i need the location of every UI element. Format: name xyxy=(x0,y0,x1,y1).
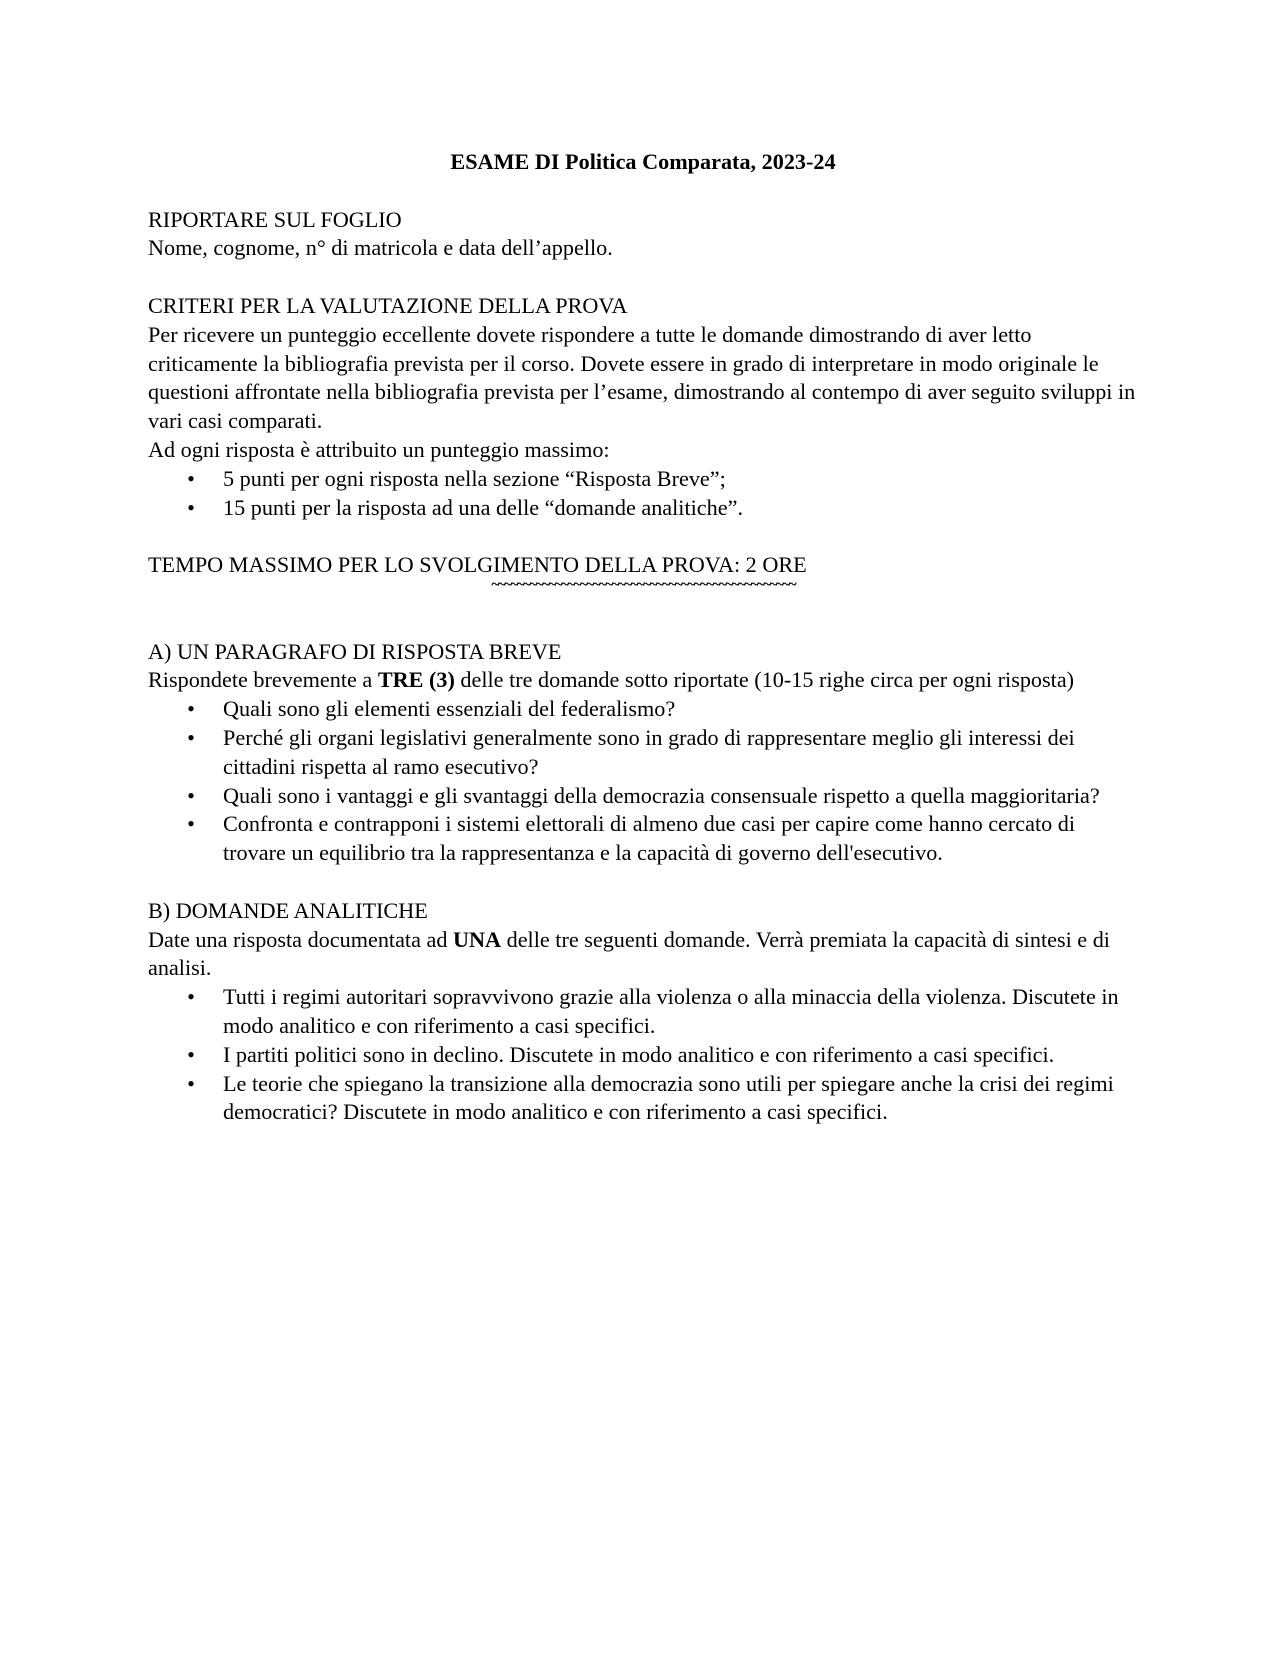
separator-text: ~~~~~~~~~~~~~~~~~~~~~~~~~~~~~~~~~~~~~~~~~~~~~~~~ xyxy=(491,575,795,593)
bullet-icon: • xyxy=(187,724,195,750)
foglio-text: Nome, cognome, n° di matricola e data dell’appello. xyxy=(148,235,613,261)
list-item-text: Confronta e contrapponi i sistemi elettorali di almeno due casi per capire come hanno cercato di trovare un equilibrio tra la rappresentanza e la capacità di governo dell'esecutivo. xyxy=(223,811,1076,866)
list-item xyxy=(148,983,1138,1041)
criteri-text: Per ricevere un punteggio eccellente dovete rispondere a tutte le domande dimostrando di aver letto criticamente la bibliografia prevista per il corso. Dovete essere in grado di interpretare in modo originale le questioni affrontate nella bibliografia prevista per l’esame, dimostrando al contempo di aver seguito sviluppi in vari casi comparati. xyxy=(148,321,1136,434)
criteri-list xyxy=(148,465,1138,523)
list-item-text: Perché gli organi legislativi generalmente sono in grado di rappresentare meglio gli interessi dei cittadini rispetta al ramo esecutivo? xyxy=(223,724,1075,779)
list-item xyxy=(148,695,1138,724)
separator-line xyxy=(148,575,1138,609)
sezione-b-intro xyxy=(148,926,1138,984)
criteri-intro: Ad ogni risposta è attribuito un punteggio massimo: xyxy=(148,436,610,462)
intro-text: Date una risposta documentata ad xyxy=(148,926,453,952)
list-item-text: Tutti i regimi autoritari sopravvivono grazie alla violenza o alla minaccia della violenza. Discutete in modo analitico e con riferimento a casi specifici. xyxy=(223,984,1119,1038)
bullet-icon: • xyxy=(187,811,195,837)
list-item xyxy=(148,1041,1138,1070)
bullet-icon: • xyxy=(187,782,195,808)
sezione-b-list xyxy=(148,983,1138,1127)
list-item xyxy=(148,1070,1138,1128)
sezione-b-heading: B) DOMANDE ANALITICHE xyxy=(148,897,428,923)
list-item xyxy=(148,465,1138,494)
list-item-text: 15 punti per la risposta ad una delle “domande analitiche”. xyxy=(223,494,743,520)
list-item-text: 5 punti per ogni risposta nella sezione “Risposta Breve”; xyxy=(223,465,726,491)
sezione-a-list xyxy=(148,695,1138,868)
bullet-icon: • xyxy=(187,1041,195,1067)
sezione-a-intro xyxy=(148,666,1138,695)
intro-bold: TRE (3) xyxy=(377,667,455,693)
tempo-heading: TEMPO MASSIMO PER LO SVOLGIMENTO DELLA PROVA: 2 ORE xyxy=(148,552,807,578)
criteri-heading: CRITERI PER LA VALUTAZIONE DELLA PROVA xyxy=(148,292,628,318)
document-body xyxy=(148,148,1138,1127)
list-item-text: Quali sono gli elementi essenziali del federalismo? xyxy=(223,696,676,722)
intro-bold: UNA xyxy=(452,926,502,952)
bullet-icon: • xyxy=(187,494,195,520)
list-item xyxy=(148,810,1138,868)
bullet-icon: • xyxy=(187,984,195,1010)
intro-text: Rispondete brevemente a xyxy=(148,667,378,693)
sezione-a-heading: A) UN PARAGRAFO DI RISPOSTA BREVE xyxy=(148,638,562,664)
page-title: ESAME DI Politica Comparata, 2023-24 xyxy=(450,149,836,174)
list-item-text: Le teorie che spiegano la transizione alla democrazia sono utili per spiegare anche la crisi dei regimi democratici? Discutete in modo analitico e con riferimento a casi specifici. xyxy=(223,1070,1114,1125)
bullet-icon: • xyxy=(187,1070,195,1096)
intro-text: delle tre domande sotto riportate (10-15 righe circa per ogni risposta) xyxy=(454,667,1075,693)
intro-text: delle tre seguenti domande. Verrà premiata la capacità di sintesi e di analisi. xyxy=(148,926,1110,981)
foglio-heading: RIPORTARE SUL FOGLIO xyxy=(148,206,402,232)
list-item-text: Quali sono i vantaggi e gli svantaggi della democrazia consensuale rispetto a quella maggioritaria? xyxy=(223,782,1100,808)
list-item xyxy=(148,724,1138,782)
list-item xyxy=(148,782,1138,811)
bullet-icon: • xyxy=(187,696,195,722)
bullet-icon: • xyxy=(187,465,195,491)
list-item-text: I partiti politici sono in declino. Discutete in modo analitico e con riferimento a casi specifici. xyxy=(223,1041,1055,1067)
list-item xyxy=(148,494,1138,523)
